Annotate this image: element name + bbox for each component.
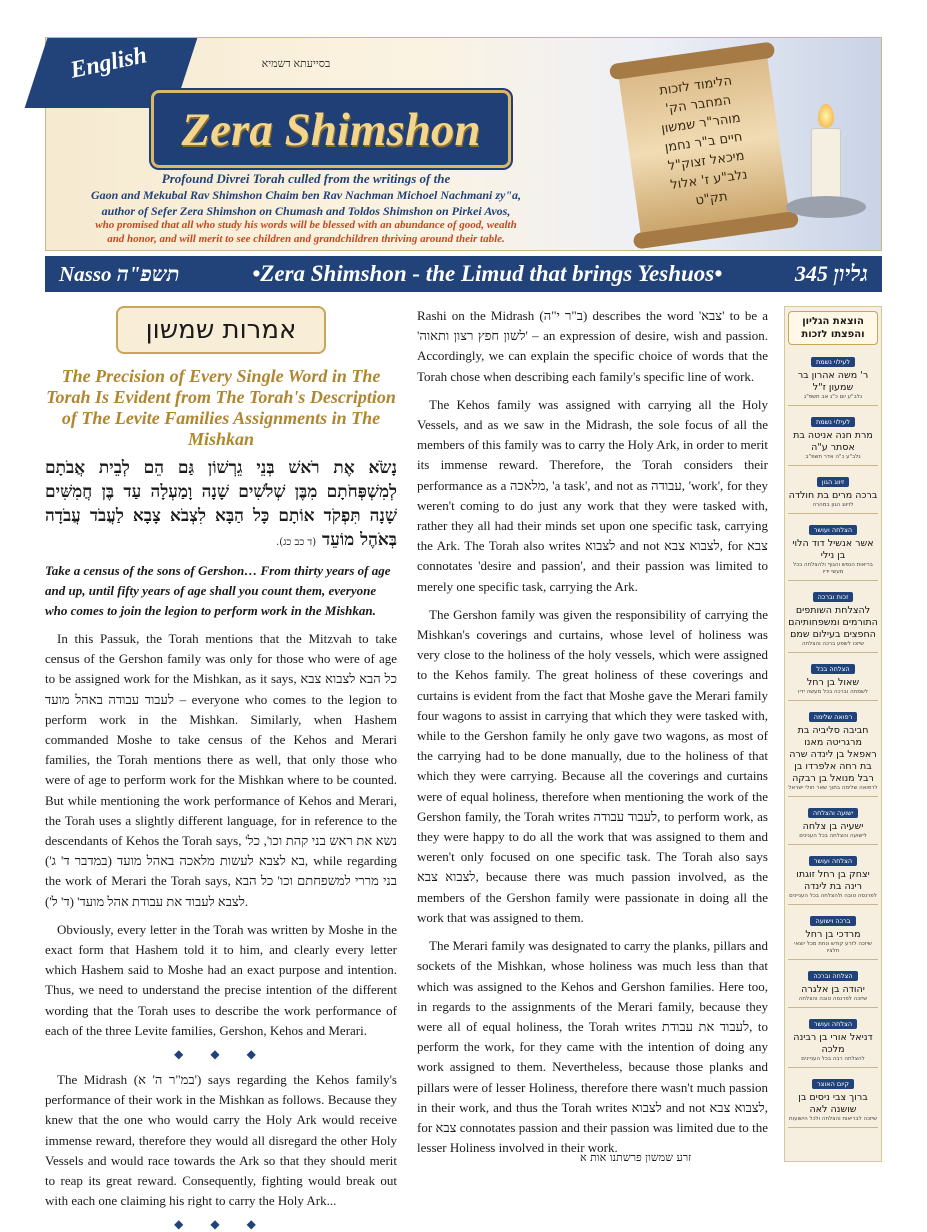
dedication-item [788,351,878,406]
dedication-names: חביבה סליביה בת מרגריטה מאנו ראפאל בן לינדה שרה בת רחה אלפרדו בן רבל מנואל בן רבקה [789,725,877,784]
candle-holder-icon [786,196,866,218]
subtitle-line-2: Gaon and Mekubal Rav Shimshon Chaim ben Rav Nachman Michoel Nachmani zy"a, [90,188,522,202]
dedication-note: בריאות הנפש והגוף ולהצלחה בכל מעשי ידיו [793,562,873,575]
dedication-item [788,706,878,797]
middle-column [417,306,768,1158]
paragraph: The Merari family was designated to carry the planks, pillars and sockets of the Mishkan, whose holiness was much less than that which was assigned to the Kehos and Gershon families. Here too, in regards to the assignments of the Merari family, because they were all of equal holiness, the Torah writes לעבוד את עבודת, to perform the work, for they came with the intention of doing any work assigned to them. Nevertheless, because those planks and pillars were of lesser Holiness, therefore there wasn't much passion in their work, and thus the Torah writes לצבוא and not לצבוא צבא, for צבא connotates passion and their passion was limited due to the lesser Holiness involved in their work. [417,938,768,1156]
dedication-item [788,965,878,1008]
dedication-names: מרדכי בן רחל [805,929,861,940]
dedication-item [788,411,878,466]
divider [788,700,878,701]
divider [788,580,878,581]
left-column [45,306,397,1232]
dedication-item [788,1013,878,1068]
besiata-dishmaya: בסייעתא דשמיא [261,58,331,70]
divider [788,1067,878,1068]
promise-line-1: who promised that all who study his words will be blessed with an abundance of good, wealth [95,219,517,231]
paragraph: Rashi on the Midrash (ב"ר י"ה) describes the word 'צבא' to be a 'לשון חפץ רצון ותאוה' – an expression of desire, wish and passion. Accordingly, we can explain the specific choice of words that the Torah chose when describing each family's specific line of work. [417,308,769,384]
dedication-note: לרפואה שלימה בתוך שאר חולי ישראל [788,785,878,791]
dedications-sidebar [784,306,882,1162]
paragraph: The Kehos family was assigned with carrying all the Holy Vessels, and as we saw in the Midrash, the sole focus of all the members of this family was to carry the Holy Ark, in order to merit its immense reward. Therefore, the Torah considers their performance as a מלאכה, 'a task', and not as עבודה, 'work', for they weren't coming to do just any work that they were tasked with, rather they all had their minds set upon one specific task, carrying the Ark. The Torah also writes לצבוא and not לצבוא צבא, for צבא connotates 'desire and passion', and their passion was limited to merely one specific task, carrying the Ark. [417,396,769,594]
title-plaque [151,90,511,168]
parsha-name: Nasso תשפ"ה [59,261,180,286]
dedication-tag: זכות וברכה [813,592,854,602]
divider [788,513,878,514]
dedication-tag: הצלחה בכל [811,664,854,674]
dedication-names: יצחק בן רחל זוגתו רינה בת לינדה [796,869,870,892]
scroll-roll-bottom [633,211,800,250]
dedication-list [788,351,878,1128]
dedication-note: לזיווג הגון במהרה [812,502,854,508]
parchment-scroll-image [618,48,791,242]
dedication-note: שיזכו לשפע ברכה והצלחה [801,641,865,647]
paragraph: In this Passuk, the Torah mentions that the Mitzvah to take census of the Gershon family was only for those who were of age to be assigned work for the Mishkan, as it says, כל הבא לצבוא צבא לעבוד עבודה באהל מועד – everyone who comes to the legion to perform work in the Mishkan. Similarly, when Hashem commanded Moshe to take census of the Kehos and Merari families, the Torah mentions there as well, that only those who were of age to perform work for the Mishkan where to be counted. But while mentioning the work performance of Kehos and Merari, the Torah uses a slightly different language, for in reference to the descendants of Kehos the Torah says, 'נשא את ראש בני קהת וכו', כל בא לצבא לעשות מלאכה באהל מועד (במדבר ד' ג'), while regarding the work of Merari the Torah says, בני מררי למשפחתם וכו' כל הבא לצבא לעבוד את עבודת אהל מועד' (ד' ל'). [45,631,398,909]
source-reference: זרע שמשון פרשתנו אות א [580,1151,692,1164]
dedication-item [788,471,878,514]
dedication-tag: ברכה וישועה [810,916,855,926]
section-plate: אמרות שמשון [116,306,326,354]
pasuk-translation: Take a census of the sons of Gershon… From thirty years of age and up, until fifty years of age shall you count them, everyone who comes to join the legion to perform work in the Mishkan. [45,563,391,618]
subtitle-line-1: Profound Divrei Torah culled from the writings of the [161,171,451,186]
hebrew-pasuk [45,456,397,555]
section-divider: ◆ ◆ ◆ [174,1217,268,1232]
divider [788,959,878,960]
pasuk-text: נָשֹׂא אֶת רֹאשׁ בְּנֵי גֵרְשׁוֹן גַּם הֵם לְבֵית אֲבֹתָם לְמִשְׁפְּחֹתָם מִבֶּן שְׁלֹשִׁים שָׁנָה וָמַעְלָה עַד בֶּן חֲמִשִּׁים שָׁנָה תִּפְקֹד אוֹתָם כָּל הַבָּא לִצְבֹא צָבָא לַעֲבֹד עֲבֹדָה בְּאֹהֶל מוֹעֵד [45,458,397,550]
article-headline: The Precision of Every Single Word in The Torah Is Evident from The Torah's Description of The Levite Families Assignments in The Mishkan [46,366,396,449]
dedication-names: ישעיה בן צלחה [802,821,864,832]
dedication-item [788,1073,878,1128]
promise-line-2: and honor, and will merit to see children and grandchildren thriving around their table. [107,233,505,245]
edition-label: English [68,42,150,84]
dedication-note: להצלחה רבה בכל העניינים [801,1056,865,1062]
sidebar-heading: הוצאת הגליון והפצתו לזכות [788,311,878,345]
dedication-note: לשמחה וברכה בכל מעשה ידיו [797,689,869,695]
dedication-note: נלב"ע כ"ה אדר תשפ"ב [805,454,861,460]
dedication-names: ברכה מרים בת חולדה [788,490,878,501]
dedication-names: מרת חנה אניטה בת אסתר ע"ה [793,430,873,453]
dedication-item [788,519,878,581]
dedication-tag: רפואה שלימה [809,712,858,722]
dedication-names: ר' משה אהרון בר שמעון ז"ל [797,370,869,393]
dedication-tag: לעילוי נשמת [811,417,855,427]
slogan: •Zera Shimshon - the Limud that brings Yeshuos• [252,261,723,286]
dedication-tag: הצלחה ועושר [809,525,857,535]
scroll-text: הלימוד לזכות המחבר הק' מוהר"ר שמשון חיים ב"ר נחמן מיכאל זצוק"ל נלב"ע ז' אלול תק"ט [658,73,749,209]
dedication-note: לפרנסה טובה ולהצלחה בכל העניינים [789,893,877,899]
dedication-item [788,850,878,905]
dedication-names: אשר אנשיל דוד הלוי בן נילי [792,538,874,561]
divider [788,796,878,797]
dedication-tag: הצלחה ועושר [809,1019,857,1029]
dedication-note: שיזכה לפרנסה טובה והצלחה [798,996,868,1002]
dedication-tag: הצלחה וברכה [808,971,857,981]
dedication-note: שיזכה לבריאות והצלחה ולכל הישועות [788,1116,878,1122]
dedication-item [788,910,878,960]
dedication-tag: זיווג הגון [817,477,849,487]
dedication-tag: הצלחה ועושר [809,856,857,866]
dedication-names: יהודה בן אלגרה [801,984,865,995]
subtitle-line-3: author of Sefer Zera Shimshon on Chumash and Toldos Shimshon on Pirkei Avos, [101,204,511,218]
dedication-tag: קיום האוצר [812,1079,854,1089]
divider [788,844,878,845]
paragraph: The Gershon family was given the responsibility of carrying the Mishkan's coverings and curtains, whose level of holiness was very close to the holiness of the holy vessels, which were assigned to the Kehos family. The great holiness of these coverings and curtains is evident from the fact that Moshe gave the Merari family four wagons to assist in carrying that which they were tasked with, while to the Gershon family he only gave two wagons, as most of the carrying had to be done manually, due to the holiness of that which they were carrying. Because all the coverings and curtains were of equal holiness, therefore when mentioning the work of the Gershon family, the Torah writes לעבוד עבודה, to perform work, as they were happy to do all the work that was assigned to them and weren't only focused on one specific task. The Torah also says לצבוא צבא, because there was much passion involved, as the members of the Gershon family were passionate in doing all the work that was assigned to them. [417,606,768,925]
dedication-tag: ישועה והצלחה [808,808,858,818]
dedication-note: לישועה והצלחה בכל הענינים [799,833,867,839]
section-divider: ◆ ◆ ◆ [174,1047,268,1062]
header-banner [45,37,882,251]
dedication-item [788,658,878,701]
dedication-names: להצלחת השותפים התורמים ומשפחותיהם החפצים בעילום שמם [788,605,878,640]
dedication-tag: לעילוי נשמת [811,357,855,367]
dedication-names: דניאל אורי בן רבינה מלכה [793,1032,873,1055]
dedication-names: ברוך צבי ניסים בן שושנה לאה [798,1092,868,1115]
divider [788,405,878,406]
dedication-note: שיזכה לזרע קודש ונחת מכל יוצאי חלציו [794,941,872,954]
dedication-item [788,802,878,845]
candle-icon [811,128,841,198]
issue-title-bar [45,256,882,292]
dedication-item [788,586,878,653]
dedication-names: שאול בן רחל [806,677,860,688]
paragraph: The Midrash (במ"ר ה' א') says regarding the Kehos family's performance of their work in the Mishkan as follows. Because they knew that the one who would carry the Holy Ark would receive immense reward, therefore they would all disregard the other Holy Vessels and would race towards the Ark so that they should merit to reap its great reward. Consequently, fighting would break out with each one claiming his right to carry the Holy Ark... [45,1072,397,1209]
divider [788,904,878,905]
dedication-note: נלב"ע יום כ"ג אב תשפ"ג [803,394,863,400]
divider [788,465,878,466]
publication-title: Zera Shimshon [181,104,481,156]
issue-number: גליון 345 [794,261,868,286]
candle-flame-icon [818,104,834,128]
divider [788,1127,878,1128]
paragraph: Obviously, every letter in the Torah was written by Moshe in the exact form that Hashem told it to him, and clearly every letter which Hashem said to Moshe had an exact purpose and intention. Thus, we need to understand the precise intention of the different wording that the Torah uses to describe the work performance of each of the three Levite families, Gershon, Kehos and Merari. [45,921,397,1038]
divider [788,652,878,653]
pasuk-reference: (ד כב כג). [276,537,317,548]
divider [788,1007,878,1008]
